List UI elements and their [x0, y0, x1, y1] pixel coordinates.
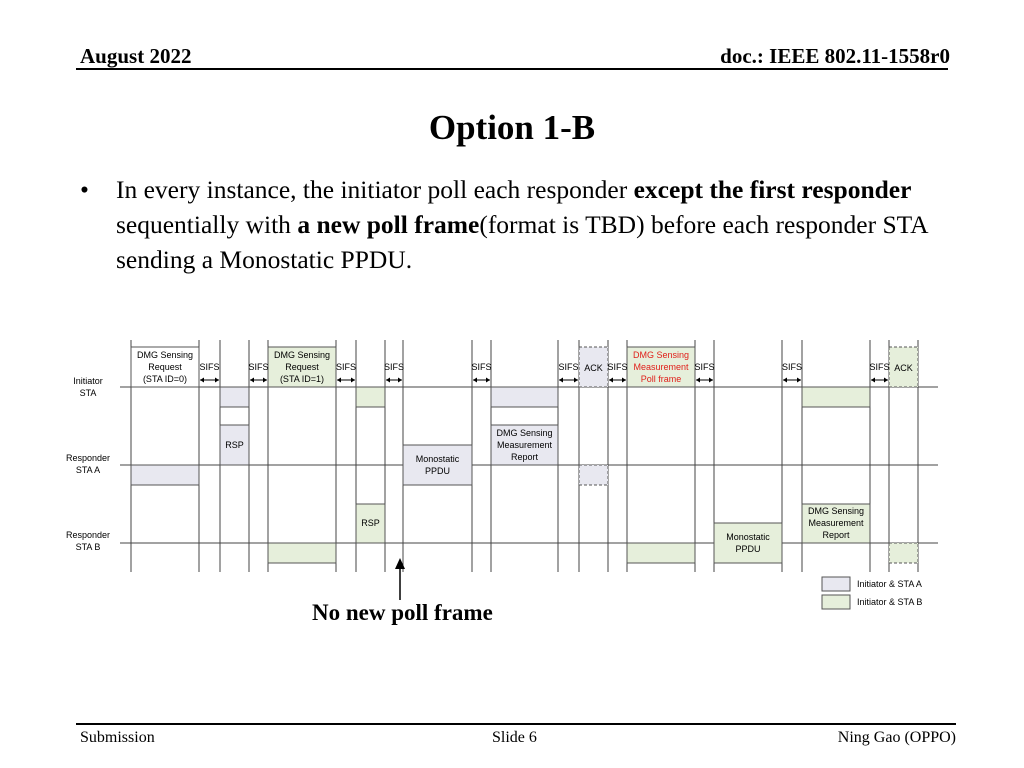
dmg-sensing-request-label: Request: [148, 362, 182, 373]
sifs-arrowhead: [351, 378, 355, 383]
footer-divider: [76, 723, 956, 725]
bullet-text-part: sequentially with: [116, 210, 298, 239]
ack-label: ACK: [584, 363, 603, 373]
legend-label-sta-b: Initiator & STA B: [857, 597, 923, 607]
sifs-arrowhead: [386, 378, 390, 383]
fill-sta-b: [889, 543, 918, 563]
sifs-arrowhead: [696, 378, 700, 383]
sifs-arrowhead: [871, 378, 875, 383]
legend-label-sta-a: Initiator & STA A: [857, 579, 922, 589]
fill-sta-b: [627, 543, 695, 563]
bullet-text-part: In every instance, the initiator poll each responder: [116, 175, 634, 204]
sifs-label: SIFS: [199, 362, 220, 372]
fill-sta-a: [579, 465, 608, 485]
sifs-arrowhead: [783, 378, 787, 383]
slide-title: Option 1-B: [428, 108, 596, 147]
legend-swatch-sta-b: [822, 595, 850, 609]
monostatic-ppdu-sta-a: [403, 445, 472, 485]
bullet-bold-part: a new poll frame: [297, 210, 480, 239]
row-label-sta-a: Responder: [65, 453, 111, 464]
sifs-label: SIFS: [383, 362, 405, 372]
sifs-label: SIFS: [335, 362, 357, 372]
dmg-sensing-request-label: (STA ID=1): [279, 374, 325, 385]
monostatic-ppdu-label: Monostatic: [726, 532, 770, 543]
sifs-arrowhead: [250, 378, 254, 383]
sifs-label: SIFS: [781, 362, 803, 372]
row-label-initiator: STA: [79, 388, 97, 399]
fill-sta-a: [220, 387, 249, 407]
measurement-report-label: DMG Sensing: [496, 428, 553, 439]
poll-frame-label: DMG Sensing: [632, 350, 690, 361]
sifs-arrowhead: [486, 378, 490, 383]
monostatic-ppdu-sta-b: [714, 523, 782, 563]
sifs-arrowhead: [263, 378, 267, 383]
bullet-symbol: •: [80, 175, 89, 204]
fill-sta-b: [356, 387, 385, 407]
dmg-sensing-request-label: DMG Sensing: [273, 350, 331, 361]
ack-label: ACK: [894, 363, 913, 373]
sifs-arrowhead: [797, 378, 801, 383]
monostatic-ppdu-label: PPDU: [735, 544, 761, 555]
dmg-sensing-request-label: Request: [285, 362, 319, 373]
row-label-sta-a: STA A: [75, 465, 101, 476]
sifs-arrowhead: [609, 378, 613, 383]
rsp-label: RSP: [361, 518, 380, 528]
sifs-arrowhead: [884, 378, 888, 383]
sifs-arrowhead: [215, 378, 219, 383]
fill-sta-a: [491, 387, 558, 407]
fill-sta-b: [802, 387, 870, 407]
dmg-sensing-request-label: (STA ID=0): [142, 374, 188, 385]
footer-author: Ning Gao (OPPO): [837, 729, 956, 746]
measurement-report-label: Measurement: [496, 440, 553, 451]
poll-frame-label: Measurement: [633, 362, 689, 373]
poll-frame-label: Poll frame: [640, 374, 682, 385]
sifs-label: SIFS: [558, 362, 579, 372]
header-doc-id: doc.: IEEE 802.11-1558r0: [720, 44, 950, 68]
sifs-label: SIFS: [607, 362, 628, 372]
sifs-label: SIFS: [869, 362, 890, 372]
sifs-label: SIFS: [248, 362, 269, 372]
footer-submission: Submission: [80, 729, 155, 746]
bullet-bold-part: except the first responder: [633, 175, 912, 204]
measurement-report-label: Report: [822, 530, 850, 541]
row-label-initiator: Initiator: [73, 376, 103, 387]
sifs-arrowhead: [622, 378, 626, 383]
dmg-sensing-request-label: DMG Sensing: [136, 350, 194, 361]
no-new-poll-annotation: No new poll frame: [312, 600, 493, 625]
sifs-arrowhead: [200, 378, 204, 383]
measurement-report-label: Measurement: [808, 518, 864, 529]
fill-sta-b: [268, 543, 336, 563]
monostatic-ppdu-label: Monostatic: [415, 454, 460, 465]
measurement-report-label: Report: [510, 452, 539, 463]
sifs-arrowhead: [398, 378, 402, 383]
sifs-arrowhead: [473, 378, 477, 383]
header-date: August 2022: [80, 44, 192, 68]
fill-sta-a: [131, 465, 199, 485]
bullet-text-part: (format is TBD) before each responder STA sending a Monostatic PPDU.: [116, 210, 928, 274]
sifs-arrowhead: [559, 378, 563, 383]
sifs-arrowhead: [574, 378, 578, 383]
row-label-sta-b: STA B: [75, 542, 101, 553]
sifs-arrowhead: [337, 378, 341, 383]
sifs-label: SIFS: [471, 362, 492, 372]
sifs-arrowhead: [709, 378, 713, 383]
footer-slide-number: Slide 6: [492, 729, 537, 746]
rsp-label: RSP: [225, 440, 244, 450]
diagram-arrows: [200, 378, 888, 601]
sifs-label: SIFS: [694, 362, 715, 372]
measurement-report-label: DMG Sensing: [807, 506, 865, 517]
monostatic-ppdu-label: PPDU: [424, 466, 451, 477]
row-label-sta-b: Responder: [65, 530, 111, 541]
legend-swatch-sta-a: [822, 577, 850, 591]
